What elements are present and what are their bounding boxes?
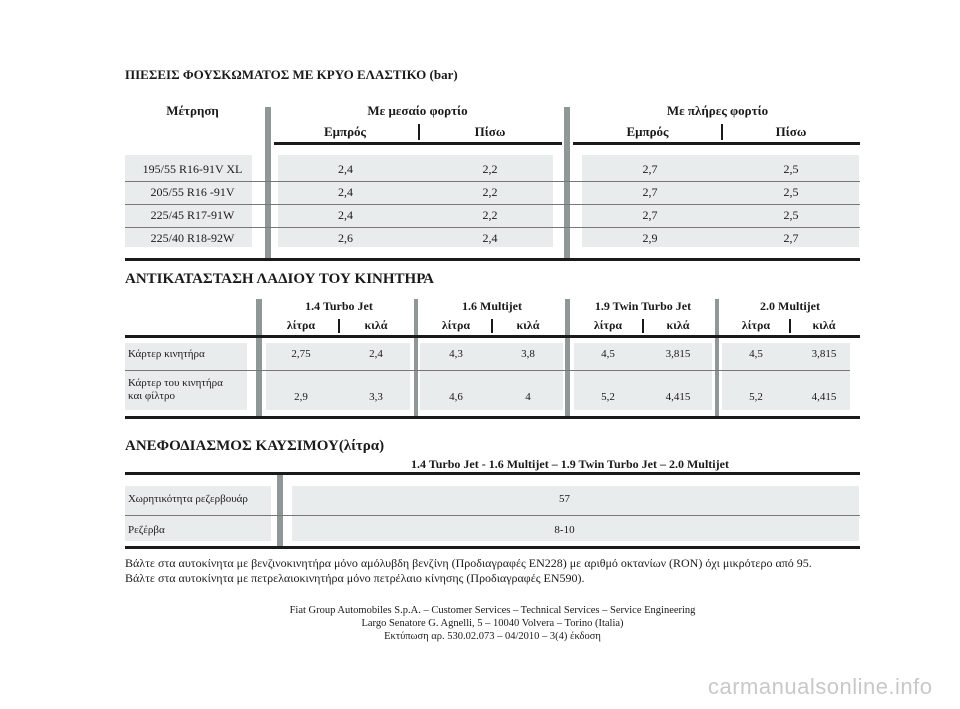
engine-header: 2.0 Multijet [760, 299, 820, 313]
oil-value: 2,4 [369, 348, 383, 360]
header-rule [573, 142, 860, 145]
unit-kg: κιλά [812, 318, 836, 332]
row-divider [125, 370, 850, 371]
medium-front-value: 2,4 [338, 162, 353, 176]
oil-value: 4,5 [749, 348, 763, 360]
medium-rear-value: 2,2 [482, 208, 498, 222]
fuel-engines-header: 1.4 Turbo Jet - 1.6 Multijet – 1.9 Twin Turbo Jet – 2.0 Multijet [411, 457, 729, 471]
medium-front-value: 2,6 [338, 231, 353, 245]
fuel-tank-value: 57 [559, 493, 570, 505]
fuel-note: Βάλτε στα αυτοκίνητα με πετρελαιοκινητήρα μόνο πετρέλαιο κίνησης (Προδιαγραφές EN590). [125, 571, 585, 585]
unit-litres: λίτρα [286, 318, 316, 332]
full-rear-value: 2,5 [783, 162, 799, 176]
footer-line: Largo Senatore G. Agnelli, 5 – 10040 Volvera – Torino (Italia) [361, 618, 624, 629]
full-rear-value: 2,5 [783, 185, 799, 199]
full-front-value: 2,7 [642, 162, 658, 176]
header-rule [125, 335, 860, 338]
header-divider [721, 124, 723, 140]
unit-litres: λίτρα [593, 318, 623, 332]
fuel-title: ΑΝΕΦΟΔΙΑΣΜΟΣ ΚΑΥΣΙΜΟΥ(λίτρα) [125, 438, 385, 454]
fuel-note: Βάλτε στα αυτοκίνητα με βενζινοκινητήρα μόνο αμόλυβδη βενζίνη (Προδιαγραφές EN228) με αριθμό οκτανίων (RON) όχι μικρότερο από 95. [125, 556, 812, 570]
unit-kg: κιλά [364, 318, 388, 332]
engine-header: 1.6 Multijet [462, 299, 522, 313]
medium-rear-value: 2,4 [482, 231, 498, 245]
tyre-size: 195/55 R16-91V XL [142, 162, 243, 176]
oil-value: 2,9 [294, 391, 308, 403]
separator-bar [277, 474, 283, 546]
full-front-header: Εμπρός [626, 124, 669, 139]
oil-row-label [128, 377, 223, 403]
tyre-size: 225/45 R17-91W [150, 208, 235, 222]
medium-rear-value: 2,2 [482, 185, 498, 199]
tyre-pressure-title: ΠΙΕΣΕΙΣ ΦΟΥΣΚΩΜΑΤΟΣ ΜΕ ΚΡΥΟ ΕΛΑΣΤΙΚΟ (bar) [125, 67, 458, 82]
header-divider [418, 124, 420, 140]
watermark-text: carmanualsonline.info [708, 674, 933, 699]
fuel-reserve-value: 8-10 [554, 524, 575, 536]
oil-value: 4,5 [601, 348, 615, 360]
oil-value: 3,815 [811, 348, 837, 360]
oil-row-label-line: Κάρτερ του κινητήρα [128, 377, 223, 389]
row-divider [125, 515, 860, 516]
oil-value: 3,815 [665, 348, 691, 360]
col-full-load-header: Με πλήρες φορτίο [666, 103, 769, 118]
oil-value: 5,2 [749, 391, 763, 403]
unit-divider [642, 319, 644, 333]
oil-value: 3,8 [521, 348, 535, 360]
section-end-rule [125, 416, 860, 419]
tyre-size: 205/55 R16 -91V [150, 185, 235, 199]
medium-front-value: 2,4 [338, 185, 353, 199]
col-measure-header: Μέτρηση [166, 103, 219, 118]
separator-bar [265, 107, 271, 259]
engine-header: 1.4 Turbo Jet [305, 299, 373, 313]
medium-front-header: Εμπρός [323, 124, 367, 139]
unit-divider [338, 319, 340, 333]
oil-row-label-line: και φίλτρο [128, 390, 175, 402]
unit-divider [789, 319, 791, 333]
oil-value: 4,415 [665, 391, 691, 403]
footer-line: Εκτύπωση αρ. 530.02.073 – 04/2010 – 3(4) έκδοση [384, 631, 601, 642]
oil-value: 4,6 [449, 391, 463, 403]
full-front-value: 2,9 [642, 231, 658, 245]
medium-front-value: 2,4 [338, 208, 353, 222]
unit-kg: κιλά [666, 318, 690, 332]
unit-litres: λίτρα [441, 318, 471, 332]
section-end-rule [125, 258, 860, 261]
separator-bar [565, 299, 570, 416]
footer-line: Fiat Group Automobiles S.p.A. – Customer Services – Technical Services – Service Engineering [289, 605, 696, 616]
oil-value: 4,3 [449, 348, 463, 360]
separator-bar [564, 107, 570, 259]
separator-bar [256, 299, 262, 416]
full-front-value: 2,7 [642, 208, 658, 222]
oil-row-label: Κάρτερ κινητήρα [128, 348, 205, 360]
engine-header: 1.9 Twin Turbo Jet [594, 299, 692, 313]
full-front-value: 2,7 [642, 185, 658, 199]
col-medium-load-header: Με μεσαίο φορτίο [367, 103, 468, 118]
oil-value: 4 [525, 391, 531, 403]
full-rear-header: Πίσω [775, 124, 807, 139]
fuel-row-label: Χωρητικότητα ρεζερβουάρ [128, 493, 248, 505]
section-end-rule [125, 546, 860, 549]
unit-litres: λίτρα [741, 318, 771, 332]
oil-value: 2,75 [291, 348, 311, 360]
header-rule [274, 142, 562, 145]
separator-bar [715, 299, 719, 416]
oil-change-title: ΑΝΤΙΚΑΤΑΣΤΑΣΗ ΛΑΔΙΟΥ ΤΟΥ ΚΙΝΗΤΗΡΑ [125, 271, 434, 287]
full-rear-value: 2,7 [783, 231, 799, 245]
unit-kg: κιλά [516, 318, 540, 332]
oil-value: 4,415 [811, 391, 837, 403]
medium-rear-value: 2,2 [482, 162, 498, 176]
medium-rear-header: Πίσω [474, 124, 506, 139]
oil-value: 5,2 [601, 391, 615, 403]
tyre-size: 225/40 R18-92W [150, 231, 235, 245]
header-rule [125, 472, 860, 475]
full-rear-value: 2,5 [783, 208, 799, 222]
oil-value: 3,3 [369, 391, 383, 403]
fuel-row-label: Ρεζέρβα [128, 524, 165, 536]
unit-divider [491, 319, 493, 333]
separator-bar [414, 299, 418, 416]
